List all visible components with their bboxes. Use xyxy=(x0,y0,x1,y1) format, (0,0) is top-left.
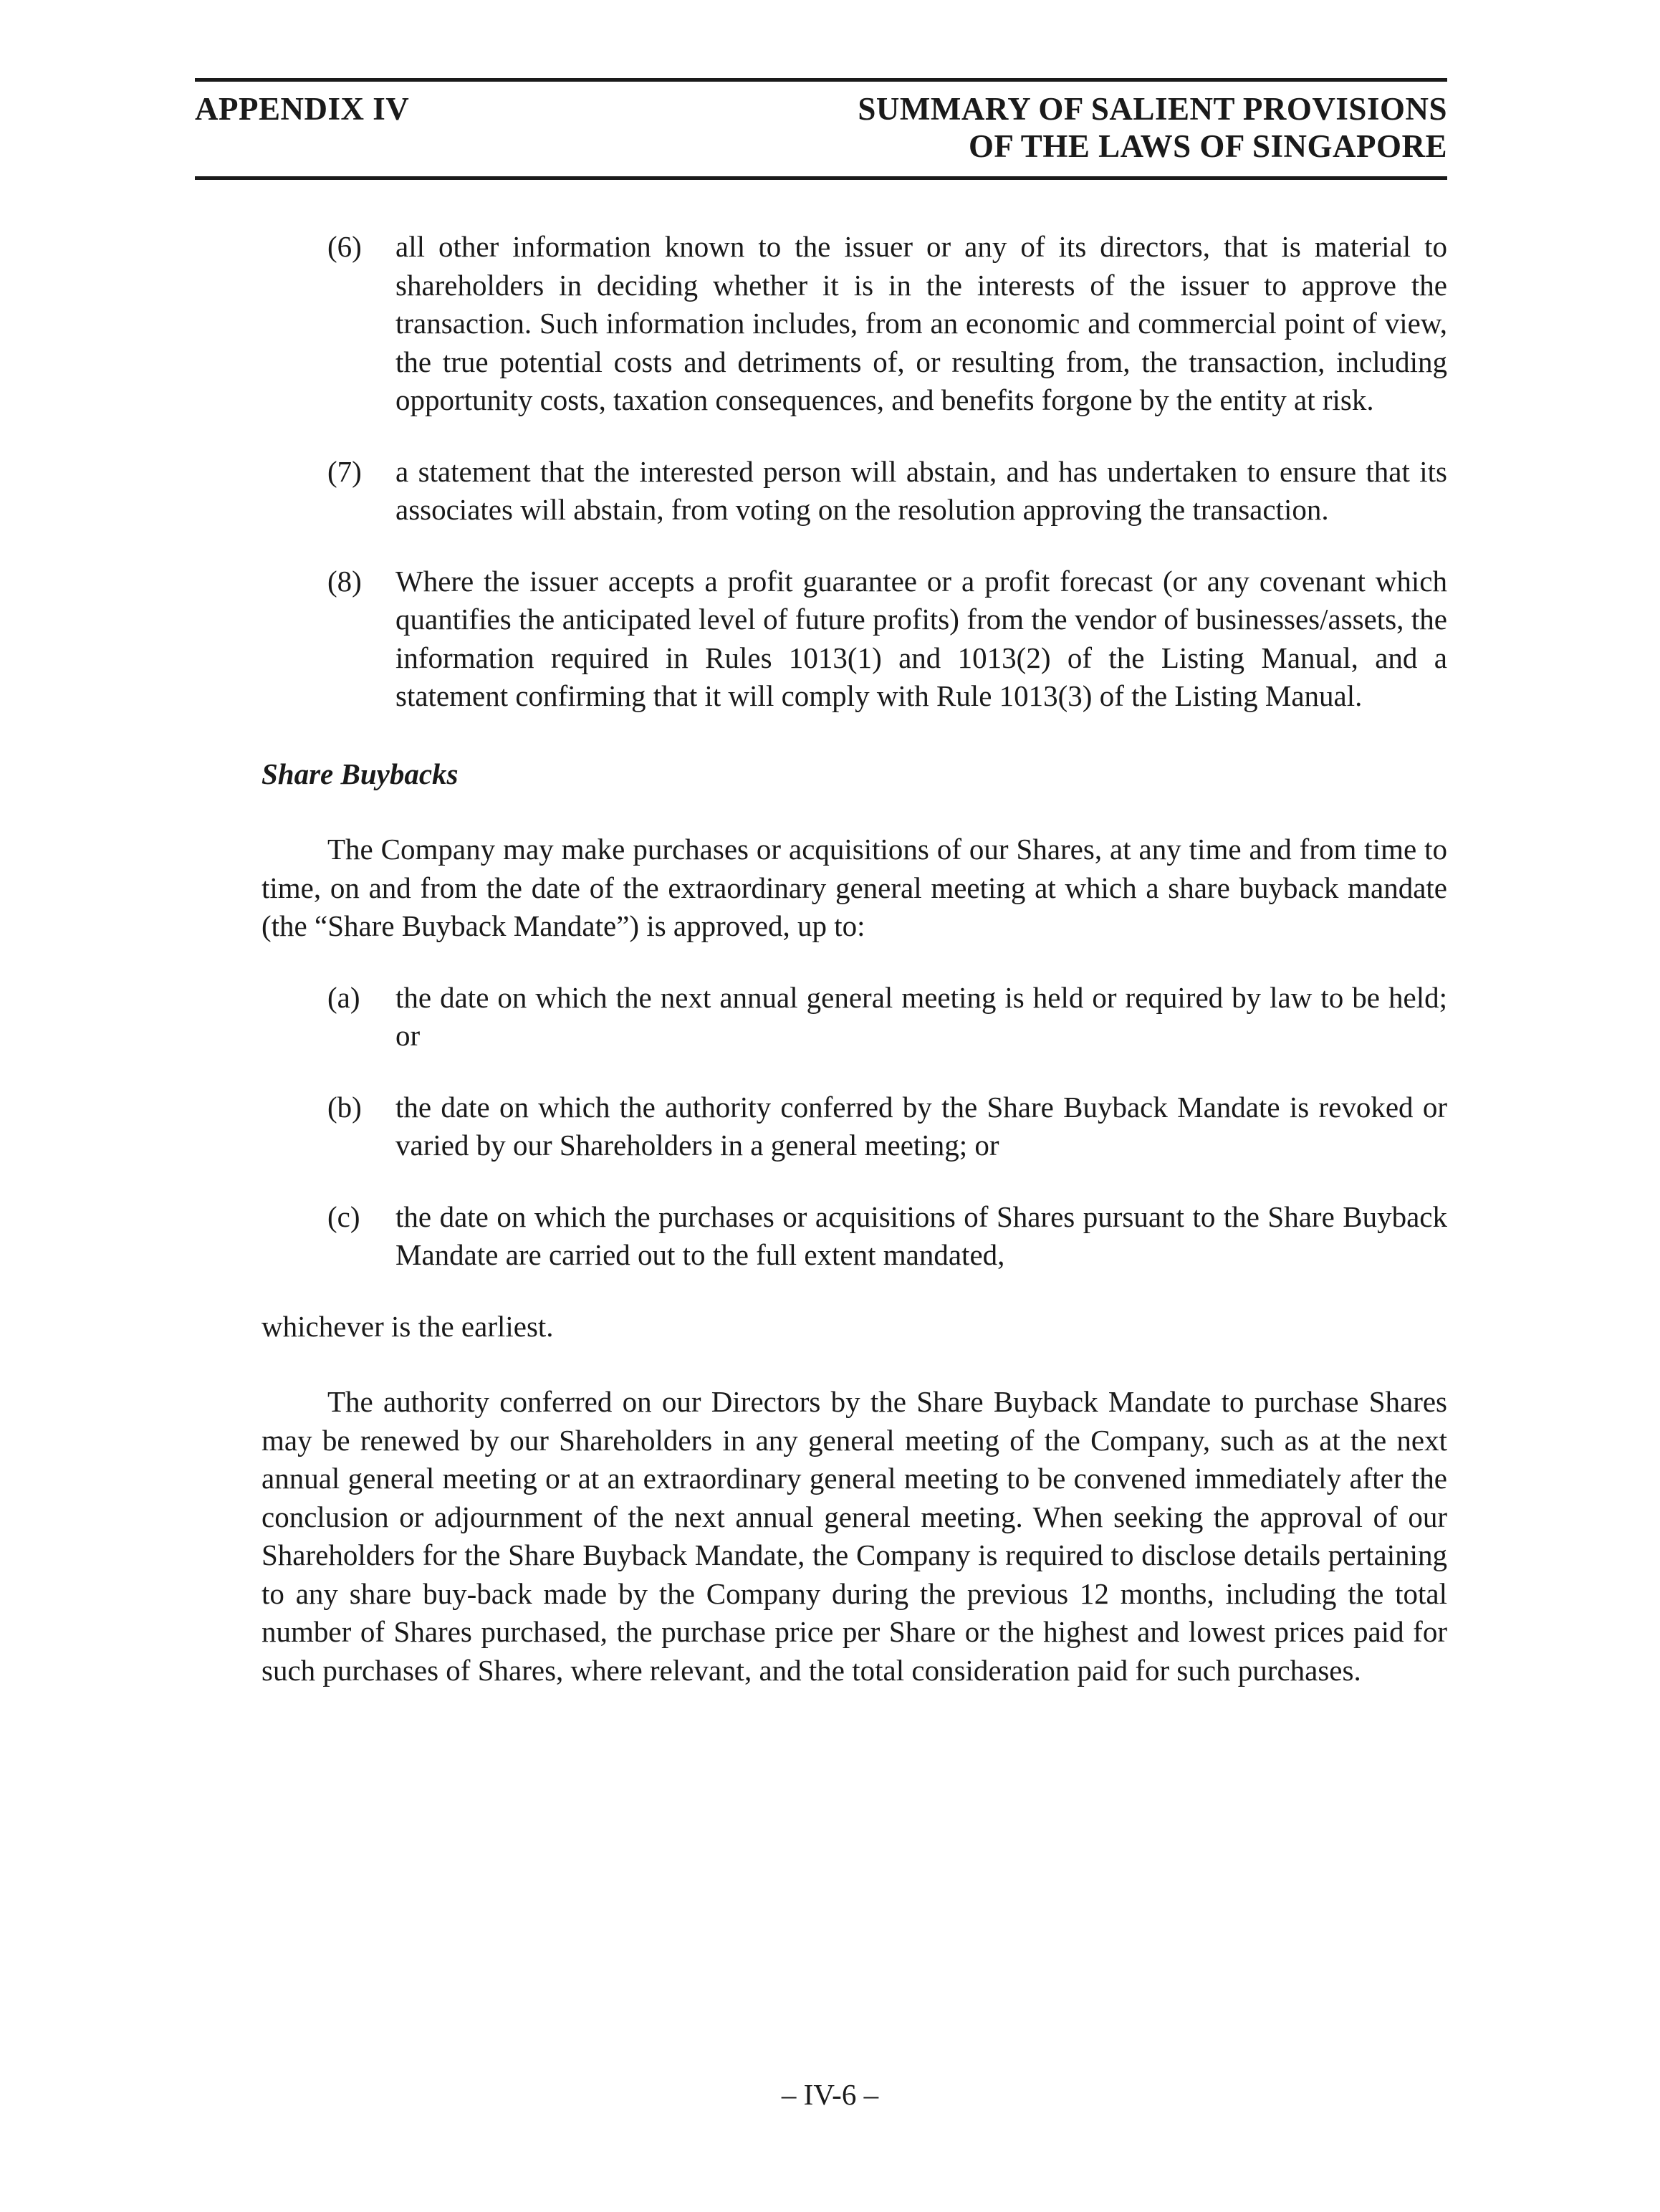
renewal-paragraph: The authority conferred on our Directors by the Share Buyback Mandate to purchase Shares may be renewed by our Shareholders in any general meeting of the Company, such as at the next annual general meeting or at an extraordinary general meeting to be convened immediately after the conclusion or adjournment of the next annual general meeting. When seeking the approval of our Shareholders for the Share Buyback Mandate, the Company is required to disclose details pertaining to any share buy-back made by the Company during the previous 12 months, including the total number of Shares purchased, the purchase price per Share or the highest and lowest prices paid for such purchases of Shares, where relevant, and the total consideration paid for such purchases. xyxy=(262,1385,1447,1687)
section-title-line-1: SUMMARY OF SALIENT PROVISIONS xyxy=(858,91,1447,127)
document-body xyxy=(262,228,1447,1690)
list-item-number: (7) xyxy=(327,454,362,488)
closing-line: whichever is the earliest. xyxy=(262,1309,554,1343)
section-title xyxy=(858,90,1447,165)
list-item-number: (8) xyxy=(327,564,362,598)
list-item-text: Where the issuer accepts a profit guarantee or a profit forecast (or any covenant which quantifies the anticipated level of future profits) from the vendor of businesses/assets, the information required in Rules 1013(1) and 1013(2) of the Listing Manual, and a statement confirming that it will comply with Rule 1013(3) of the Listing Manual. xyxy=(395,564,1447,712)
appendix-label: APPENDIX IV xyxy=(195,91,410,127)
header-top-rule xyxy=(195,78,1447,82)
list-item-text: the date on which the authority conferred by the Share Buyback Mandate is revoked or varied by our Shareholders in a general meeting; or xyxy=(395,1090,1447,1162)
list-item-text: the date on which the next annual general meeting is held or required by law to be held; or xyxy=(395,980,1447,1052)
list-item xyxy=(262,453,1447,530)
list-item xyxy=(262,1198,1447,1275)
list-item-letter: (b) xyxy=(327,1090,362,1124)
header-bottom-rule xyxy=(195,176,1447,180)
list-item-letter: (c) xyxy=(327,1200,360,1233)
list-item xyxy=(262,1088,1447,1165)
list-item-letter: (a) xyxy=(327,980,360,1014)
list-item xyxy=(262,562,1447,716)
list-item-text: the date on which the purchases or acquisitions of Shares pursuant to the Share Buyback Mandate are carried out to the full extent mandated, xyxy=(395,1200,1447,1271)
list-item-text: a statement that the interested person will abstain, and has undertaken to ensure that its associates will abstain, from voting on the resolution approving the transaction. xyxy=(395,454,1447,526)
share-buybacks-intro-paragraph: The Company may make purchases or acquisitions of our Shares, at any time and from time to time, on and from the date of the extraordinary general meeting at which a share buyback mandate (the “Share Buyback Mandate”) is approved, up to: xyxy=(262,833,1447,942)
section-heading-share-buybacks: Share Buybacks xyxy=(262,757,459,790)
list-item xyxy=(262,979,1447,1055)
page-number: – IV-6 – xyxy=(781,2078,879,2111)
list-item xyxy=(262,228,1447,420)
section-title-line-2: OF THE LAWS OF SINGAPORE xyxy=(969,128,1447,164)
page-header xyxy=(195,90,1447,169)
list-item-number: (6) xyxy=(327,230,362,263)
list-item-text: all other information known to the issuer or any of its directors, that is material to shareholders in deciding whether it is in the interests of the issuer to approve the transaction. Such information includes, from an economic and commercial point of view, the true potential costs and detriments of, or resulting from, the transaction, including opportunity costs, taxation consequences, and benefits forgone by the entity at risk. xyxy=(395,230,1447,416)
